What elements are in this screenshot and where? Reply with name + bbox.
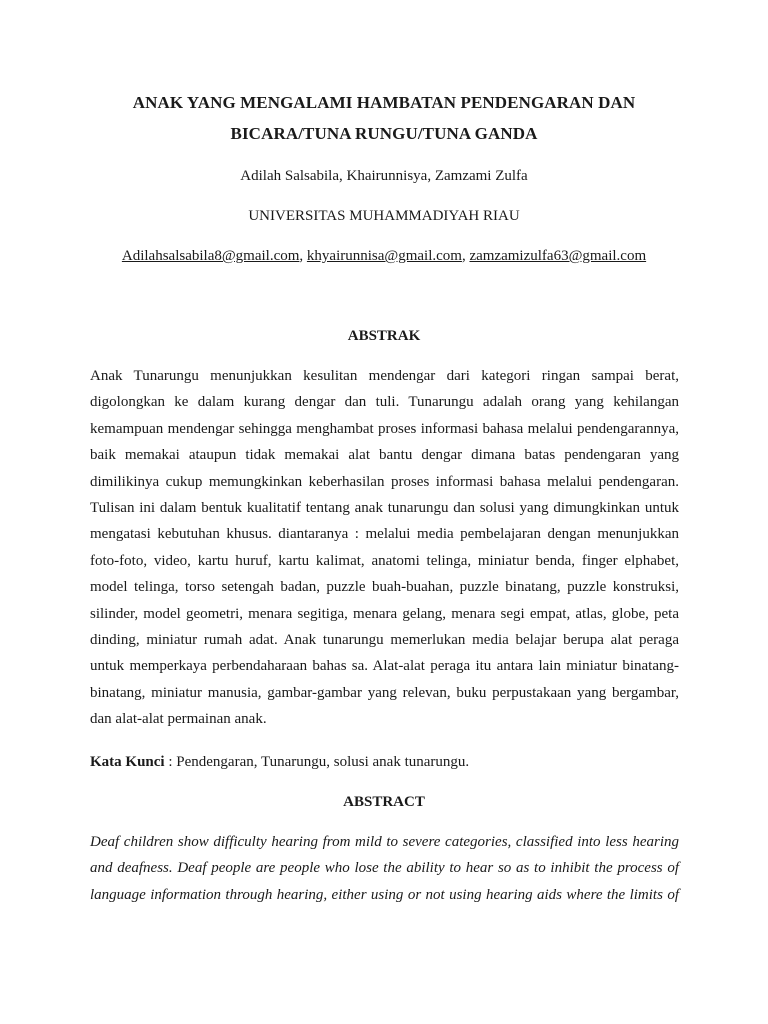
- abstrak-line: silinder, model geometri, menara segitiga, menara gelang, menara segi empat, atlas, globe, peta: [90, 605, 679, 622]
- keywords-text: : Pendengaran, Tunarungu, solusi anak tunarungu.: [164, 754, 470, 770]
- keywords: [90, 754, 679, 771]
- abstract-line: and deafness. Deaf people are people who lose the ability to hear so as to inhibit the process of: [90, 860, 679, 877]
- abstrak-line: model telinga, torso setengah badan, puzzle buah-buahan, puzzle binatang, puzzle konstruksi,: [90, 579, 679, 596]
- paper-title-line-1: ANAK YANG MENGALAMI HAMBATAN PENDENGARAN DAN: [132, 93, 636, 112]
- abstrak-line: kemampuan mendengar sehingga menghambat proses informasi bahasa melalui pendengarannya,: [90, 420, 679, 437]
- keywords-label: Kata Kunci: [90, 754, 165, 770]
- affiliation: UNIVERSITAS MUHAMMADIYAH RIAU: [248, 208, 520, 224]
- abstrak-line: dinding, miniatur rumah adat. Anak tunarungu memerlukan media belajar berupa alat peraga: [90, 631, 679, 648]
- abstrak-line: binatang, miniatur manusia, gambar-gambar yang relevan, buku perpustakaan yang bergambar,: [90, 684, 679, 701]
- email-separator: ,: [299, 248, 307, 264]
- abstrak-body: [90, 363, 679, 732]
- abstract-line: Deaf children show difficulty hearing from mild to severe categories, classified into less hearing: [90, 834, 679, 850]
- abstrak-line: dimilikinya cukup memungkinkan keberhasilan proses informasi bahasa melalui pendengaran.: [90, 473, 679, 490]
- author-list: Adilah Salsabila, Khairunnisya, Zamzami Zulfa: [240, 168, 528, 184]
- abstrak-line: foto-foto, video, kartu huruf, kartu kalimat, anatomi telinga, miniatur benda, finger elphabet,: [90, 552, 679, 569]
- email-link-zamzami[interactable]: zamzamizulfa63@gmail.com: [469, 248, 647, 264]
- abstract-heading: ABSTRACT: [343, 794, 425, 810]
- abstrak-line: mengatasi kebutuhan khusus. diantaranya : melalui media pembelajaran dengan menunjukkan: [90, 526, 679, 543]
- abstrak-heading: ABSTRAK: [347, 328, 421, 344]
- email-link-khairunnisya[interactable]: khyairunnisa@gmail.com: [306, 248, 462, 264]
- abstrak-line: dan alat-alat permainan anak.: [90, 711, 267, 728]
- abstract-line: language information through hearing, either using or not using hearing aids where the limits of: [90, 886, 679, 903]
- abstract-body: [90, 829, 679, 908]
- abstrak-line: untuk memperkaya perbendaharaan bahas sa. Alat-alat peraga itu antara lain miniatur binatang-: [90, 658, 679, 675]
- abstrak-line: Anak Tunarungu menunjukkan kesulitan mendengar dari kategori ringan sampai berat,: [90, 368, 679, 384]
- paper-title-line-2: BICARA/TUNA RUNGU/TUNA GANDA: [230, 124, 538, 143]
- abstrak-line: baik memakai ataupun tidak memakai alat bantu dengar dimana batas pendengaran yang: [90, 447, 679, 464]
- email-separator: ,: [461, 248, 470, 264]
- email-link-adilah[interactable]: Adilahsalsabila8@gmail.com: [121, 248, 300, 264]
- abstrak-line: Tulisan ini dalam bentuk kualitatif tentang anak tunarungu dan solusi yang dimungkinkan untuk: [90, 499, 679, 516]
- abstrak-line: digolongkan ke dalam kurang dengar dan tuli. Tunarungu adalah orang yang kehilangan: [90, 394, 679, 411]
- email-list: [0, 248, 768, 265]
